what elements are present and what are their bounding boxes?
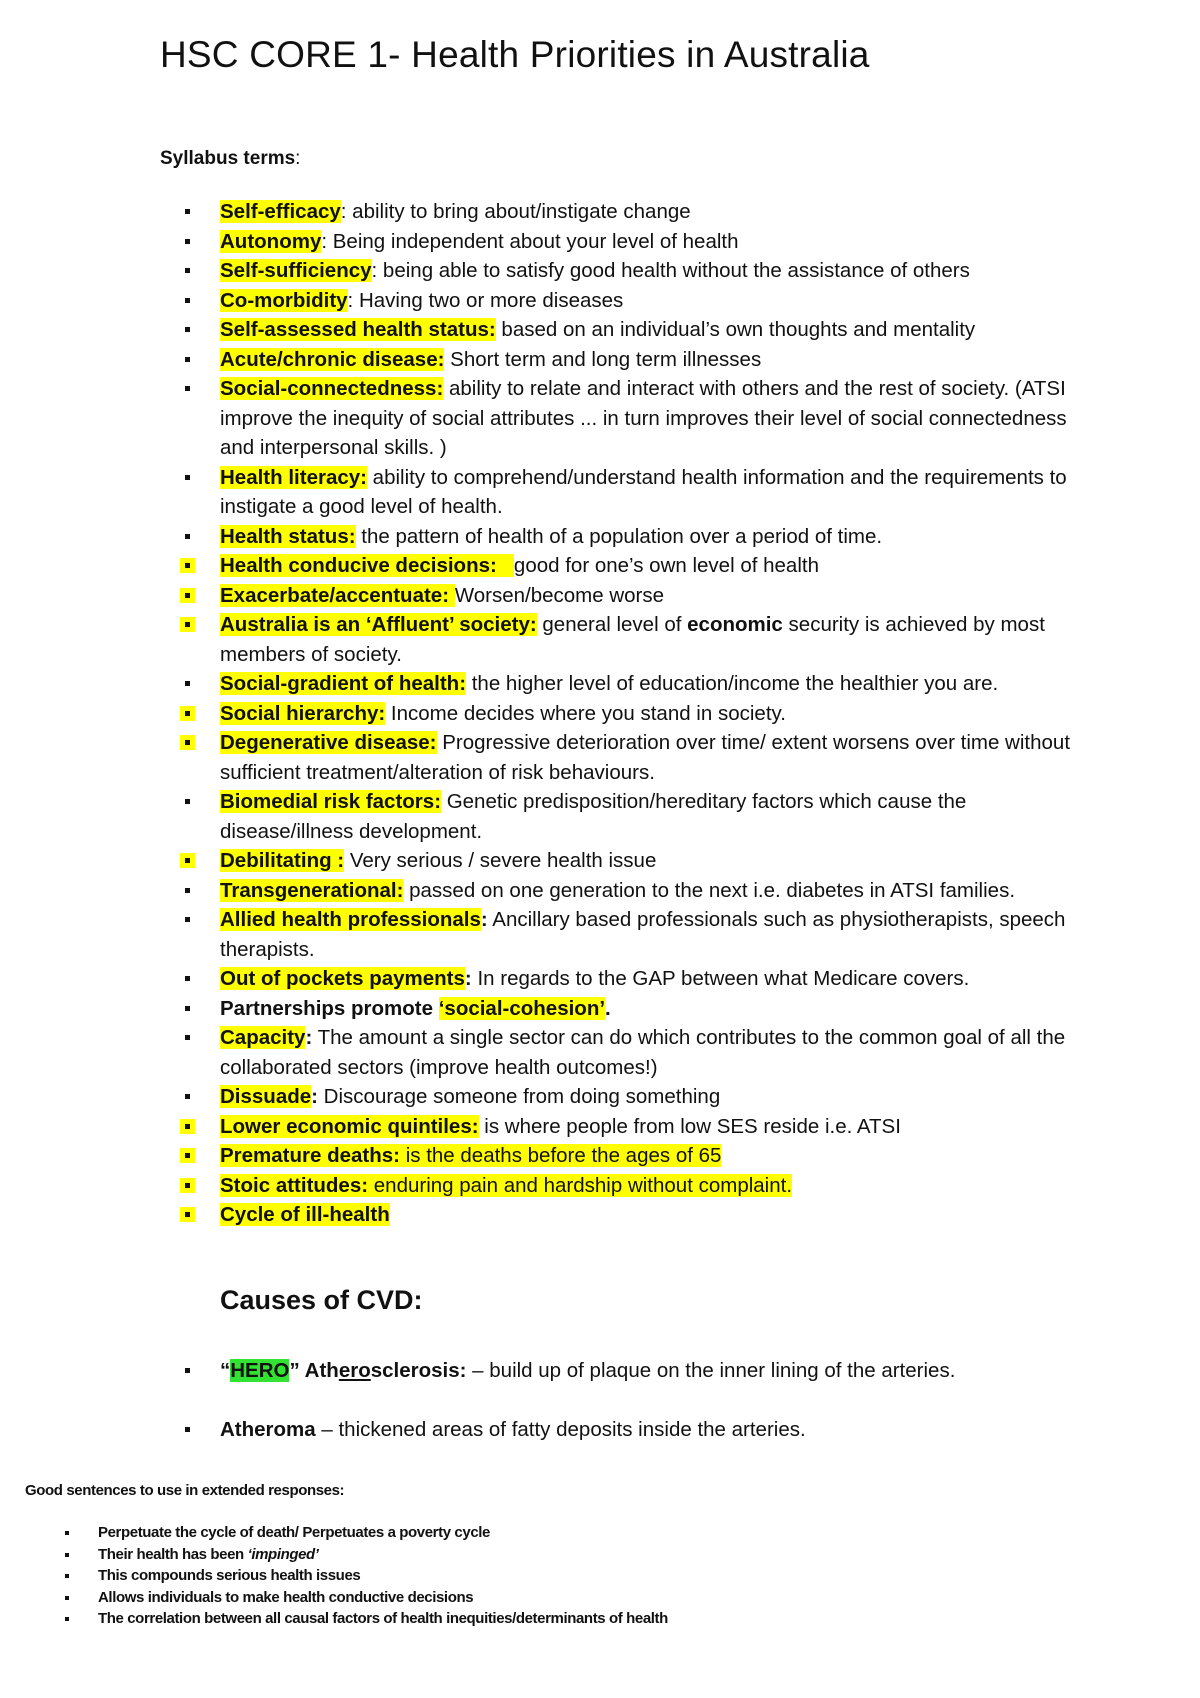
list-item: Allows individuals to make health conductive decisions: [25, 1587, 1025, 1609]
list-item: Perpetuate the cycle of death/ Perpetuates a poverty cycle: [25, 1522, 1025, 1544]
list-item: Health conducive decisions: good for one’s own level of health: [160, 551, 1080, 581]
list-item: Lower economic quintiles: is where people from low SES reside i.e. ATSI: [160, 1112, 1080, 1142]
list-item: Social hierarchy: Income decides where you stand in society.: [160, 699, 1080, 729]
list-item: Stoic attitudes: enduring pain and hardship without complaint.: [160, 1171, 1080, 1201]
good-sentences-heading: Good sentences to use in extended responses:: [25, 1482, 345, 1499]
good-sentences-list: [25, 1522, 1025, 1630]
list-item: “HERO” Atherosclerosis: – build up of plaque on the inner lining of the arteries.: [160, 1356, 1080, 1386]
list-item: Australia is an ‘Affluent’ society: general level of economic security is achieved by most members of society.: [160, 610, 1080, 669]
page-title: HSC CORE 1- Health Priorities in Australia: [160, 34, 870, 75]
list-item: Health status: the pattern of health of a population over a period of time.: [160, 522, 1080, 552]
list-item: Premature deaths: is the deaths before the ages of 65: [160, 1141, 1080, 1171]
list-item: Biomedial risk factors: Genetic predisposition/hereditary factors which cause the disease/illness development.: [160, 787, 1080, 846]
list-item: Self-sufficiency: being able to satisfy good health without the assistance of others: [160, 256, 1080, 286]
list-item: Social-gradient of health: the higher level of education/income the healthier you are.: [160, 669, 1080, 699]
list-item: Autonomy: Being independent about your level of health: [160, 227, 1080, 257]
list-item: Allied health professionals: Ancillary based professionals such as physiotherapists, speech therapists.: [160, 905, 1080, 964]
list-item: Their health has been ‘impinged’: [25, 1544, 1025, 1566]
list-item: Cycle of ill-health: [160, 1200, 1080, 1230]
list-item: Transgenerational: passed on one generation to the next i.e. diabetes in ATSI families.: [160, 876, 1080, 906]
cvd-heading: Causes of CVD:: [220, 1285, 423, 1315]
list-item: Health literacy: ability to comprehend/understand health information and the requirements to instigate a good level of health.: [160, 463, 1080, 522]
list-item: Atheroma – thickened areas of fatty deposits inside the arteries.: [160, 1415, 1080, 1445]
list-item: Acute/chronic disease: Short term and long term illnesses: [160, 345, 1080, 375]
list-item: The correlation between all causal factors of health inequities/determinants of health: [25, 1608, 1025, 1630]
list-item: Exacerbate/accentuate: Worsen/become worse: [160, 581, 1080, 611]
list-item: Out of pockets payments: In regards to the GAP between what Medicare covers.: [160, 964, 1080, 994]
list-item: Degenerative disease: Progressive deterioration over time/ extent worsens over time without sufficient treatment/alteration of risk behaviours.: [160, 728, 1080, 787]
list-item: Dissuade: Discourage someone from doing something: [160, 1082, 1080, 1112]
list-item: Partnerships promote ‘social-cohesion’.: [160, 994, 1080, 1024]
list-item: Social-connectedness: ability to relate and interact with others and the rest of society. (ATSI improve the inequity of social attributes ... in turn improves their level of social connectedness and interpersonal skills. ): [160, 374, 1080, 463]
list-item: Co-morbidity: Having two or more diseases: [160, 286, 1080, 316]
syllabus-heading: Syllabus terms:: [160, 148, 301, 169]
list-item: Self-assessed health status: based on an individual’s own thoughts and mentality: [160, 315, 1080, 345]
list-item: Capacity: The amount a single sector can do which contributes to the common goal of all the collaborated sectors (improve health outcomes!): [160, 1023, 1080, 1082]
list-item: Self-efficacy: ability to bring about/instigate change: [160, 197, 1080, 227]
syllabus-terms-list: [160, 197, 1080, 1230]
cvd-list: [160, 1356, 1080, 1473]
list-item: This compounds serious health issues: [25, 1565, 1025, 1587]
list-item: Debilitating : Very serious / severe health issue: [160, 846, 1080, 876]
